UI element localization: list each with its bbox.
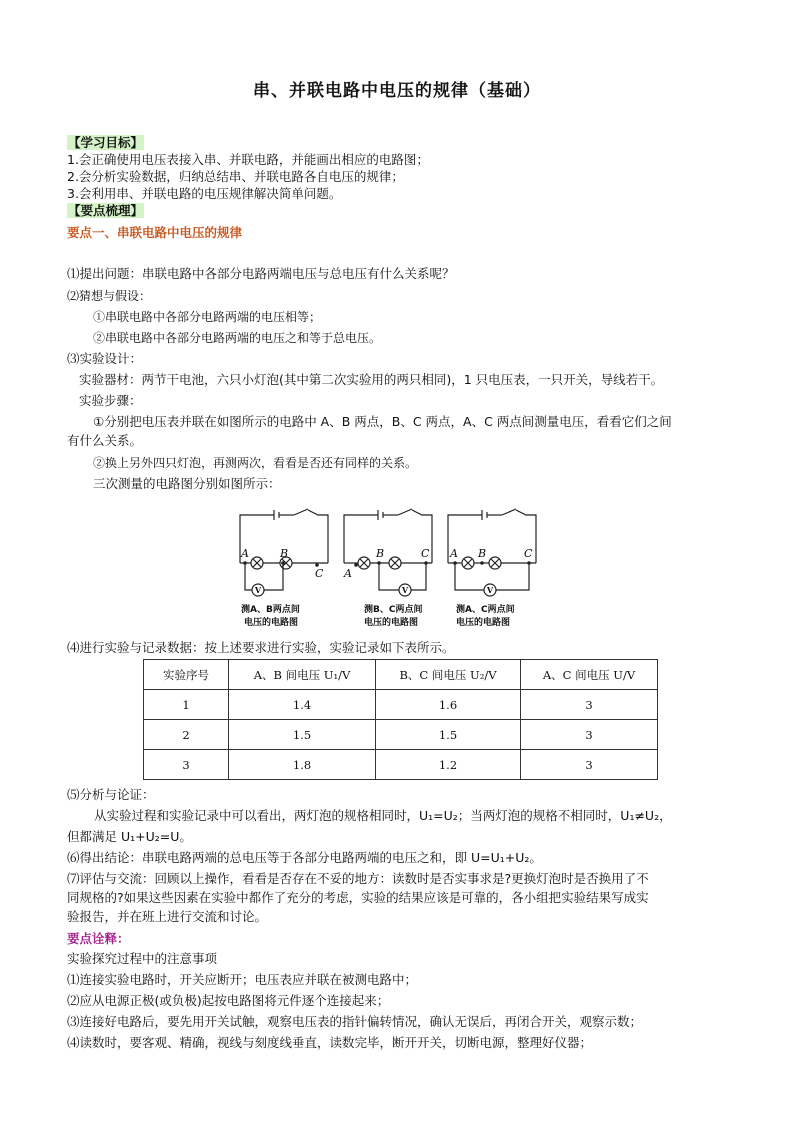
- step-design: ⑶实验设计：: [67, 351, 143, 366]
- circuit-diagrams: [236, 505, 552, 643]
- section-heading: 要点一、串联电路中电压的规律: [67, 225, 243, 240]
- circuit-diagram-bc: [344, 509, 432, 596]
- table-header: B、C 间电压 U₂/V: [376, 660, 521, 690]
- analysis-text-cont: 但都满足 U₁+U₂=U。: [67, 829, 192, 844]
- caption-line: 电压的电路图: [456, 618, 511, 628]
- table-cell: 3: [521, 720, 658, 750]
- table-header-row: [144, 660, 658, 690]
- voltmeter-icon: V: [254, 585, 262, 595]
- hypothesis-b: ②串联电路中各部分电路两端的电压之和等于总电压。: [93, 331, 382, 345]
- note-item: ⑵应从电源正极(或负极)起按电路图将元件逐个连接起来；: [67, 993, 390, 1008]
- caption-line: 电压的电路图: [364, 618, 419, 628]
- note-item: ⑴连接实验电路时，开关应断开；电压表应并联在被测电路中；: [67, 972, 418, 987]
- table-header: A、B 间电压 U₁/V: [229, 660, 376, 690]
- point-label-b: B: [280, 547, 289, 560]
- step1-text: ①分别把电压表并联在如图所示的电路中 A、B 两点，B、C 两点，A、C 两点间测量电压，看看它们之间: [93, 414, 672, 429]
- table-header: A、C 间电压 U/V: [521, 660, 658, 690]
- step-evaluation: ⑺评估与交流：回顾以上操作，看看是否存在不妥的地方：读数时是否实事求是?更换灯泡时是否换用了不: [67, 871, 649, 886]
- point-label-c: C: [524, 547, 533, 560]
- point-label-a: A: [344, 567, 352, 580]
- point-label-a: A: [450, 547, 458, 560]
- caption-line: 测A、C两点间: [456, 605, 515, 615]
- note-item: ⑶连接好电路后，要先用开关试触，观察电压表的指针偏转情况，确认无误后，再闭合开关，观察示数；: [67, 1014, 643, 1029]
- figure-intro: 三次测量的电路图分别如图所示：: [93, 476, 281, 491]
- table-cell: 1.5: [376, 720, 521, 750]
- point-label-b: B: [478, 547, 487, 560]
- analysis-text: 从实验过程和实验记录中可以看出，两灯泡的规格相同时，U₁=U₂；当两灯泡的规格不相同时，U₁≠U₂，: [94, 808, 672, 823]
- point-label-b: B: [376, 547, 385, 560]
- evaluation-text: 验报告，并在班上进行交流和讨论。: [67, 909, 268, 924]
- table-cell: 1: [144, 690, 229, 720]
- voltmeter-icon: V: [486, 585, 494, 595]
- table-cell: 1.4: [229, 690, 376, 720]
- step-hypothesis: ⑵猜想与假设：: [67, 289, 152, 303]
- step-experiment: ⑷进行实验与记录数据：按上述要求进行实验，实验记录如下表所示。: [67, 640, 455, 655]
- data-table: [143, 659, 658, 780]
- explain-heading: 要点诠释：: [67, 931, 130, 946]
- table-cell: 3: [521, 690, 658, 720]
- table-cell: 1.8: [229, 750, 376, 780]
- objective-item: 1.会正确使用电压表接入串、并联电路，并能画出相应的电路图；: [67, 152, 429, 167]
- step2-text: ②换上另外四只灯泡，再测两次，看看是否还有同样的关系。: [93, 456, 418, 470]
- point-label-c: C: [421, 547, 430, 560]
- point-label-c: C: [315, 567, 324, 580]
- note-item: ⑷读数时，要客观、精确，视线与刻度线垂直，读数完毕，断开开关，切断电源，整理好仪器；: [67, 1035, 593, 1050]
- table-cell: 3: [521, 750, 658, 780]
- step1-text-cont: 有什么关系。: [67, 433, 143, 448]
- table-cell: 1.2: [376, 750, 521, 780]
- step-conclusion: ⑹得出结论：串联电路两端的总电压等于各部分电路两端的电压之和，即 U=U₁+U₂。: [67, 850, 542, 865]
- objective-item: 2.会分析实验数据，归纳总结串、并联电路各自电压的规律；: [67, 169, 404, 184]
- step-question: ⑴提出问题：串联电路中各部分电路两端电压与总电压有什么关系呢？: [67, 266, 455, 281]
- point-label-a: A: [241, 547, 249, 560]
- caption-line: 电压的电路图: [244, 618, 299, 628]
- table-cell: 3: [144, 750, 229, 780]
- step-analysis: ⑸分析与论证：: [67, 787, 155, 802]
- table-cell: 1.5: [229, 720, 376, 750]
- table-row: [144, 750, 658, 780]
- voltmeter-icon: V: [401, 585, 409, 595]
- table-row: [144, 720, 658, 750]
- hypothesis-a: ①串联电路中各部分电路两端的电压相等；: [93, 310, 322, 324]
- table-cell: 2: [144, 720, 229, 750]
- explain-subheading: 实验探究过程中的注意事项: [67, 951, 218, 966]
- steps-label: 实验步骤：: [79, 393, 142, 408]
- table-cell: 1.6: [376, 690, 521, 720]
- summary-heading: 【要点梳理】: [68, 203, 144, 218]
- caption-line: 测B、C两点间: [364, 605, 423, 615]
- objectives-heading: 【学习目标】: [68, 135, 144, 150]
- evaluation-text: 同规格的?如果这些因素在实验中都作了充分的考虑，实验的结果应该是可靠的，各小组把实验结果写成实: [67, 890, 649, 905]
- circuit-diagram-ac: [448, 509, 536, 596]
- table-header: 实验序号: [144, 660, 229, 690]
- table-row: [144, 690, 658, 720]
- objective-item: 3.会利用串、并联电路的电压规律解决简单问题。: [67, 186, 342, 201]
- caption-line: 测A、B两点间: [241, 605, 300, 615]
- equipment-text: 实验器材：两节干电池，六只小灯泡(其中第二次实验用的两只相同)，1 只电压表，一只开关，导线若干。: [79, 372, 664, 387]
- page-title: 串、并联电路中电压的规律（基础）: [253, 81, 541, 101]
